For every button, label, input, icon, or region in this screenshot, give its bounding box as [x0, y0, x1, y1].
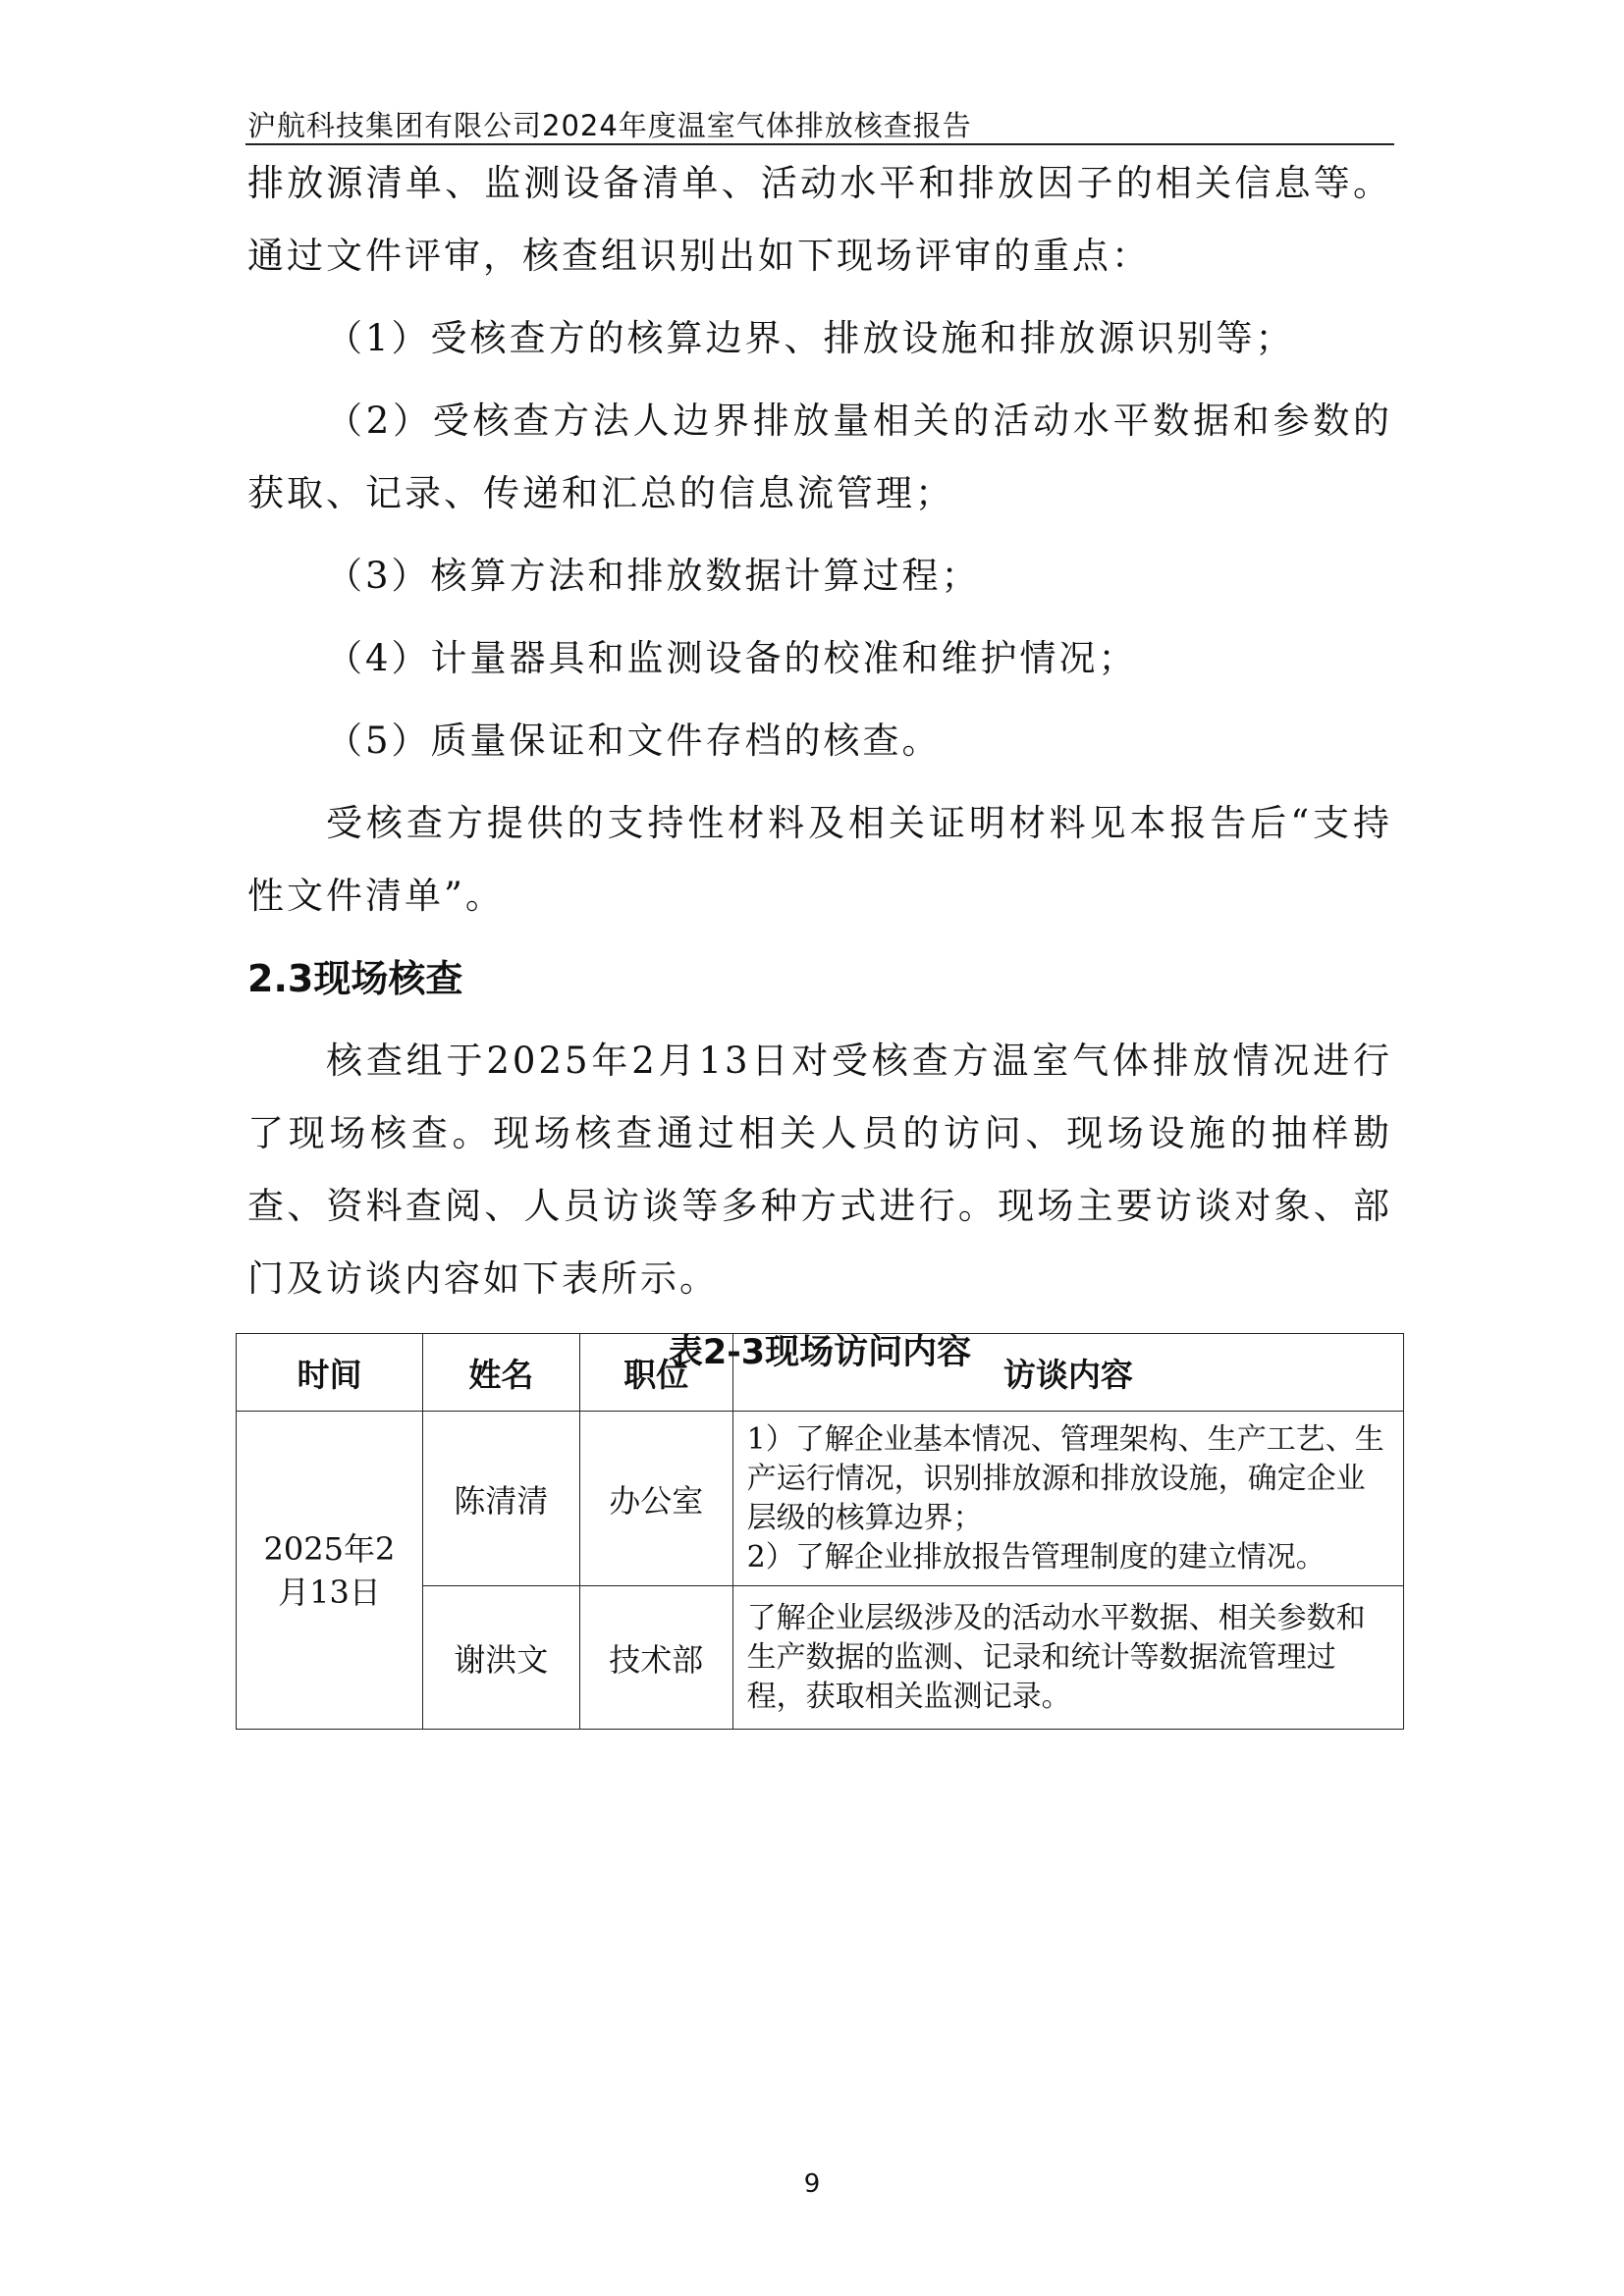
- cell-position: 技术部: [579, 1586, 732, 1730]
- cell-position: 办公室: [579, 1412, 732, 1586]
- header-name: 姓名: [422, 1334, 579, 1412]
- header-time: 时间: [237, 1334, 423, 1412]
- header-divider: [245, 143, 1394, 145]
- table-row: [237, 1412, 1404, 1586]
- list-item-1: （1）受核查方的核算边界、排放设施和排放源识别等；: [326, 317, 1295, 359]
- header-position: 职位: [579, 1334, 732, 1412]
- content-line: 了解企业层级涉及的活动水平数据、相关参数和生产数据的监测、记录和统计等数据流管理过程，获取相关监测记录。: [746, 1600, 1366, 1714]
- list-item-3: （3）核算方法和排放数据计算过程；: [326, 555, 981, 597]
- content-line: 2）了解企业排放报告管理制度的建立情况。: [746, 1539, 1326, 1575]
- paragraph-site-verification: 核查组于2025年2月13日对受核查方温室气体排放情况进行了现场核查。现场核查通过相关人员的访问、现场设施的抽样勘查、资料查阅、人员访谈等多种方式进行。现场主要访谈对象、部门及访谈内容如下表所示。: [247, 1040, 1392, 1300]
- table-header-row: [237, 1334, 1404, 1412]
- table-caption: 表2-3现场访问内容: [668, 1333, 972, 1372]
- cell-content: [732, 1586, 1403, 1730]
- header-content: 访谈内容: [732, 1334, 1403, 1412]
- list-item-5: （5）质量保证和文件存档的核查。: [326, 720, 942, 762]
- report-header-title: 沪航科技集团有限公司2024年度温室气体排放核查报告: [247, 109, 972, 142]
- paragraph-supporting-materials: 受核查方提供的支持性材料及相关证明材料见本报告后“支持性文件清单”。: [247, 802, 1392, 917]
- list-item-2: （2）受核查方法人边界排放量相关的活动水平数据和参数的获取、记录、传递和汇总的信息流管理；: [247, 400, 1392, 514]
- paragraph-continuation: 排放源清单、监测设备清单、活动水平和排放因子的相关信息等。通过文件评审，核查组识别出如下现场评审的重点：: [247, 162, 1392, 277]
- cell-name: 陈清清: [422, 1412, 579, 1586]
- cell-name: 谢洪文: [422, 1586, 579, 1730]
- page-body: [247, 147, 1392, 1402]
- section-heading: 2.3现场核查: [247, 957, 463, 1000]
- cell-content: [732, 1412, 1403, 1586]
- cell-date: [237, 1412, 423, 1730]
- content-line: 1）了解企业基本情况、管理架构、生产工艺、生产运行情况，识别排放源和排放设施，确定企业层级的核算边界；: [746, 1421, 1384, 1535]
- date-text: 2025年2月13日: [263, 1529, 396, 1611]
- interview-table: [236, 1333, 1404, 1730]
- page-number: 9: [803, 2169, 821, 2199]
- list-item-4: （4）计量器具和监测设备的校准和维护情况；: [326, 637, 1138, 679]
